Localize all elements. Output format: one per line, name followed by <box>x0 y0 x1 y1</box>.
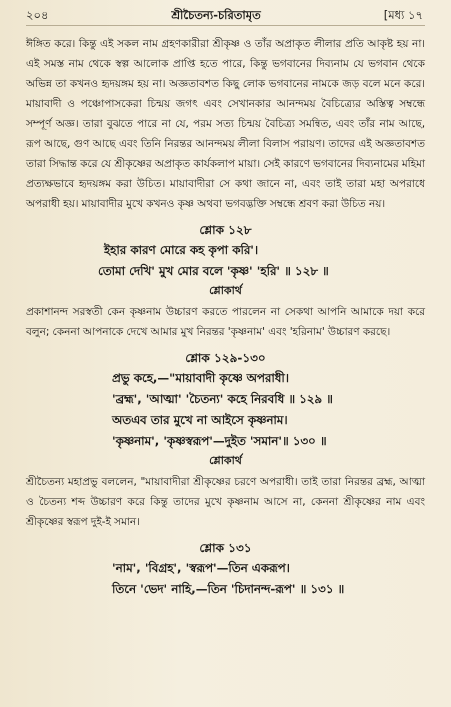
verse-128-title: শ্লোক ১২৮ <box>199 223 252 237</box>
verse-128-line-1: ইহার কারণ মোরে কহ কৃপা করি'। <box>104 243 259 257</box>
running-title: শ্রীচৈতন্য-চরিতামৃত <box>171 8 261 22</box>
section-marker: [মধ্য ১৭ <box>383 8 423 22</box>
purport-paragraph: ঈঙ্গিত করে। কিন্তু এই সকল নাম গ্রহণকারীরা শ্রীকৃষ্ণ ও তাঁর অপ্রাকৃত লীলার প্রতি আকৃষ্ট হয় না। এই সমস্ত নাম থেকে স্বল্প আলোক প্রাপ্তি হতে পারে, কিন্তু ভগবানের দিব্যনাম যে ভগবান থেকে অভিন্ন তা কখনও হৃদয়ঙ্গম হয় না। অজ্ঞতাবশত কিছু লোক ভগবানের নামকে জড় বলে মনে করে। মায়াবাদী ও পঞ্চোপাসকেরা চিন্ময় জগৎ এবং সেখানকার আনন্দময় বৈচিত্র্যের অস্তিত্ব সম্বন্ধে সম্পূর্ণ অজ্ঞ। তারা বুঝতে পারে না যে, পরম সত্য চিন্ময় বৈচিত্র্য সমন্বিত, এবং তাঁর নাম আছে, রূপ আছে, গুণ আছে এবং তিনি নিরন্তর আনন্দময় লীলা বিলাস পরায়ণ। তাদের এই অজ্ঞতাবশত তারা সিদ্ধান্ত করে যে শ্রীকৃষ্ণের অপ্রাকৃত কার্যকলাপ মায়া। সেই কারণে ভগবানের দিব্যনামের মহিমা প্রত্যক্ষভাবে হৃদয়ঙ্গম করা উচিত। মায়াবাদীরা সে কথা জানে না, এবং তাই তারা মহা অপরাধে অপরাধী হয়। মায়াবাদীর মুখে কখনও কৃষ্ণ অথবা ভগবদ্ভক্তি সম্বন্ধে শ্রবণ করা উচিত নয়। <box>26 38 425 210</box>
verse-128-translation-title: শ্লোকার্থ <box>209 284 242 297</box>
verse-128-translation: প্রকাশানন্দ সরস্বতী কেন কৃষ্ণনাম উচ্চারণ করতে পারলেন না সেকথা আপনি আমাকে দয়া করে বলুন; কেননা আপনাকে দেখে আমার মুখ নিরন্তর 'কৃষ্ণনাম' এবং 'হরিনাম' উচ্চারণ করছে। <box>26 306 425 338</box>
verse-130-line-1: অতএব তার মুখে না আইসে কৃষ্ণনাম। <box>112 413 288 427</box>
verse-131-title: শ্লোক ১৩১ <box>199 541 252 555</box>
verse-129-line-2: 'ব্রহ্ম', 'আত্মা' 'চৈতন্য' কহে নিরবধি ॥ ১২৯ ॥ <box>112 392 333 406</box>
verse-129-130-translation-title: শ্লোকার্থ <box>209 454 242 467</box>
verse-129-130-title: শ্লোক ১২৯-১৩০ <box>185 351 266 365</box>
verse-131-line-1: 'নাম', 'বিগ্রহ', 'স্বরূপ'—তিন একরূপ। <box>112 561 290 575</box>
verse-128-line-2: তোমা দেখি' মুখ মোর বলে 'কৃষ্ণ' 'হরি' ॥ ১২৮ ॥ <box>98 264 329 278</box>
verse-129-line-1: প্রভু কহে,—"মায়াবাদী কৃষ্ণে অপরাধী। <box>112 371 290 385</box>
page-number: ২০৪ <box>26 8 49 22</box>
verse-131-line-2: তিনে 'ভেদ' নাহি,—তিন 'চিদানন্দ-রূপ' ॥ ১৩১ ॥ <box>112 582 345 596</box>
verse-130-line-2: 'কৃষ্ণনাম', 'কৃষ্ণস্বরূপ'—দুইত 'সমান'॥ ১৩০ ॥ <box>112 434 327 448</box>
verse-129-130-translation: শ্রীচৈতন্য মহাপ্রভু বললেন, "মায়াবাদীরা শ্রীকৃষ্ণের চরণে অপরাধী। তাই তারা নিরন্তর ব্রহ্ম, আত্মা ও চৈতন্য শব্দ উচ্চারণ করে কিন্তু তাদের মুখে কৃষ্ণনাম আসে না, কেননা শ্রীকৃষ্ণের নাম এবং শ্রীকৃষ্ণের স্বরূপ দুই-ই সমান। <box>26 476 425 528</box>
page-header <box>26 6 425 26</box>
